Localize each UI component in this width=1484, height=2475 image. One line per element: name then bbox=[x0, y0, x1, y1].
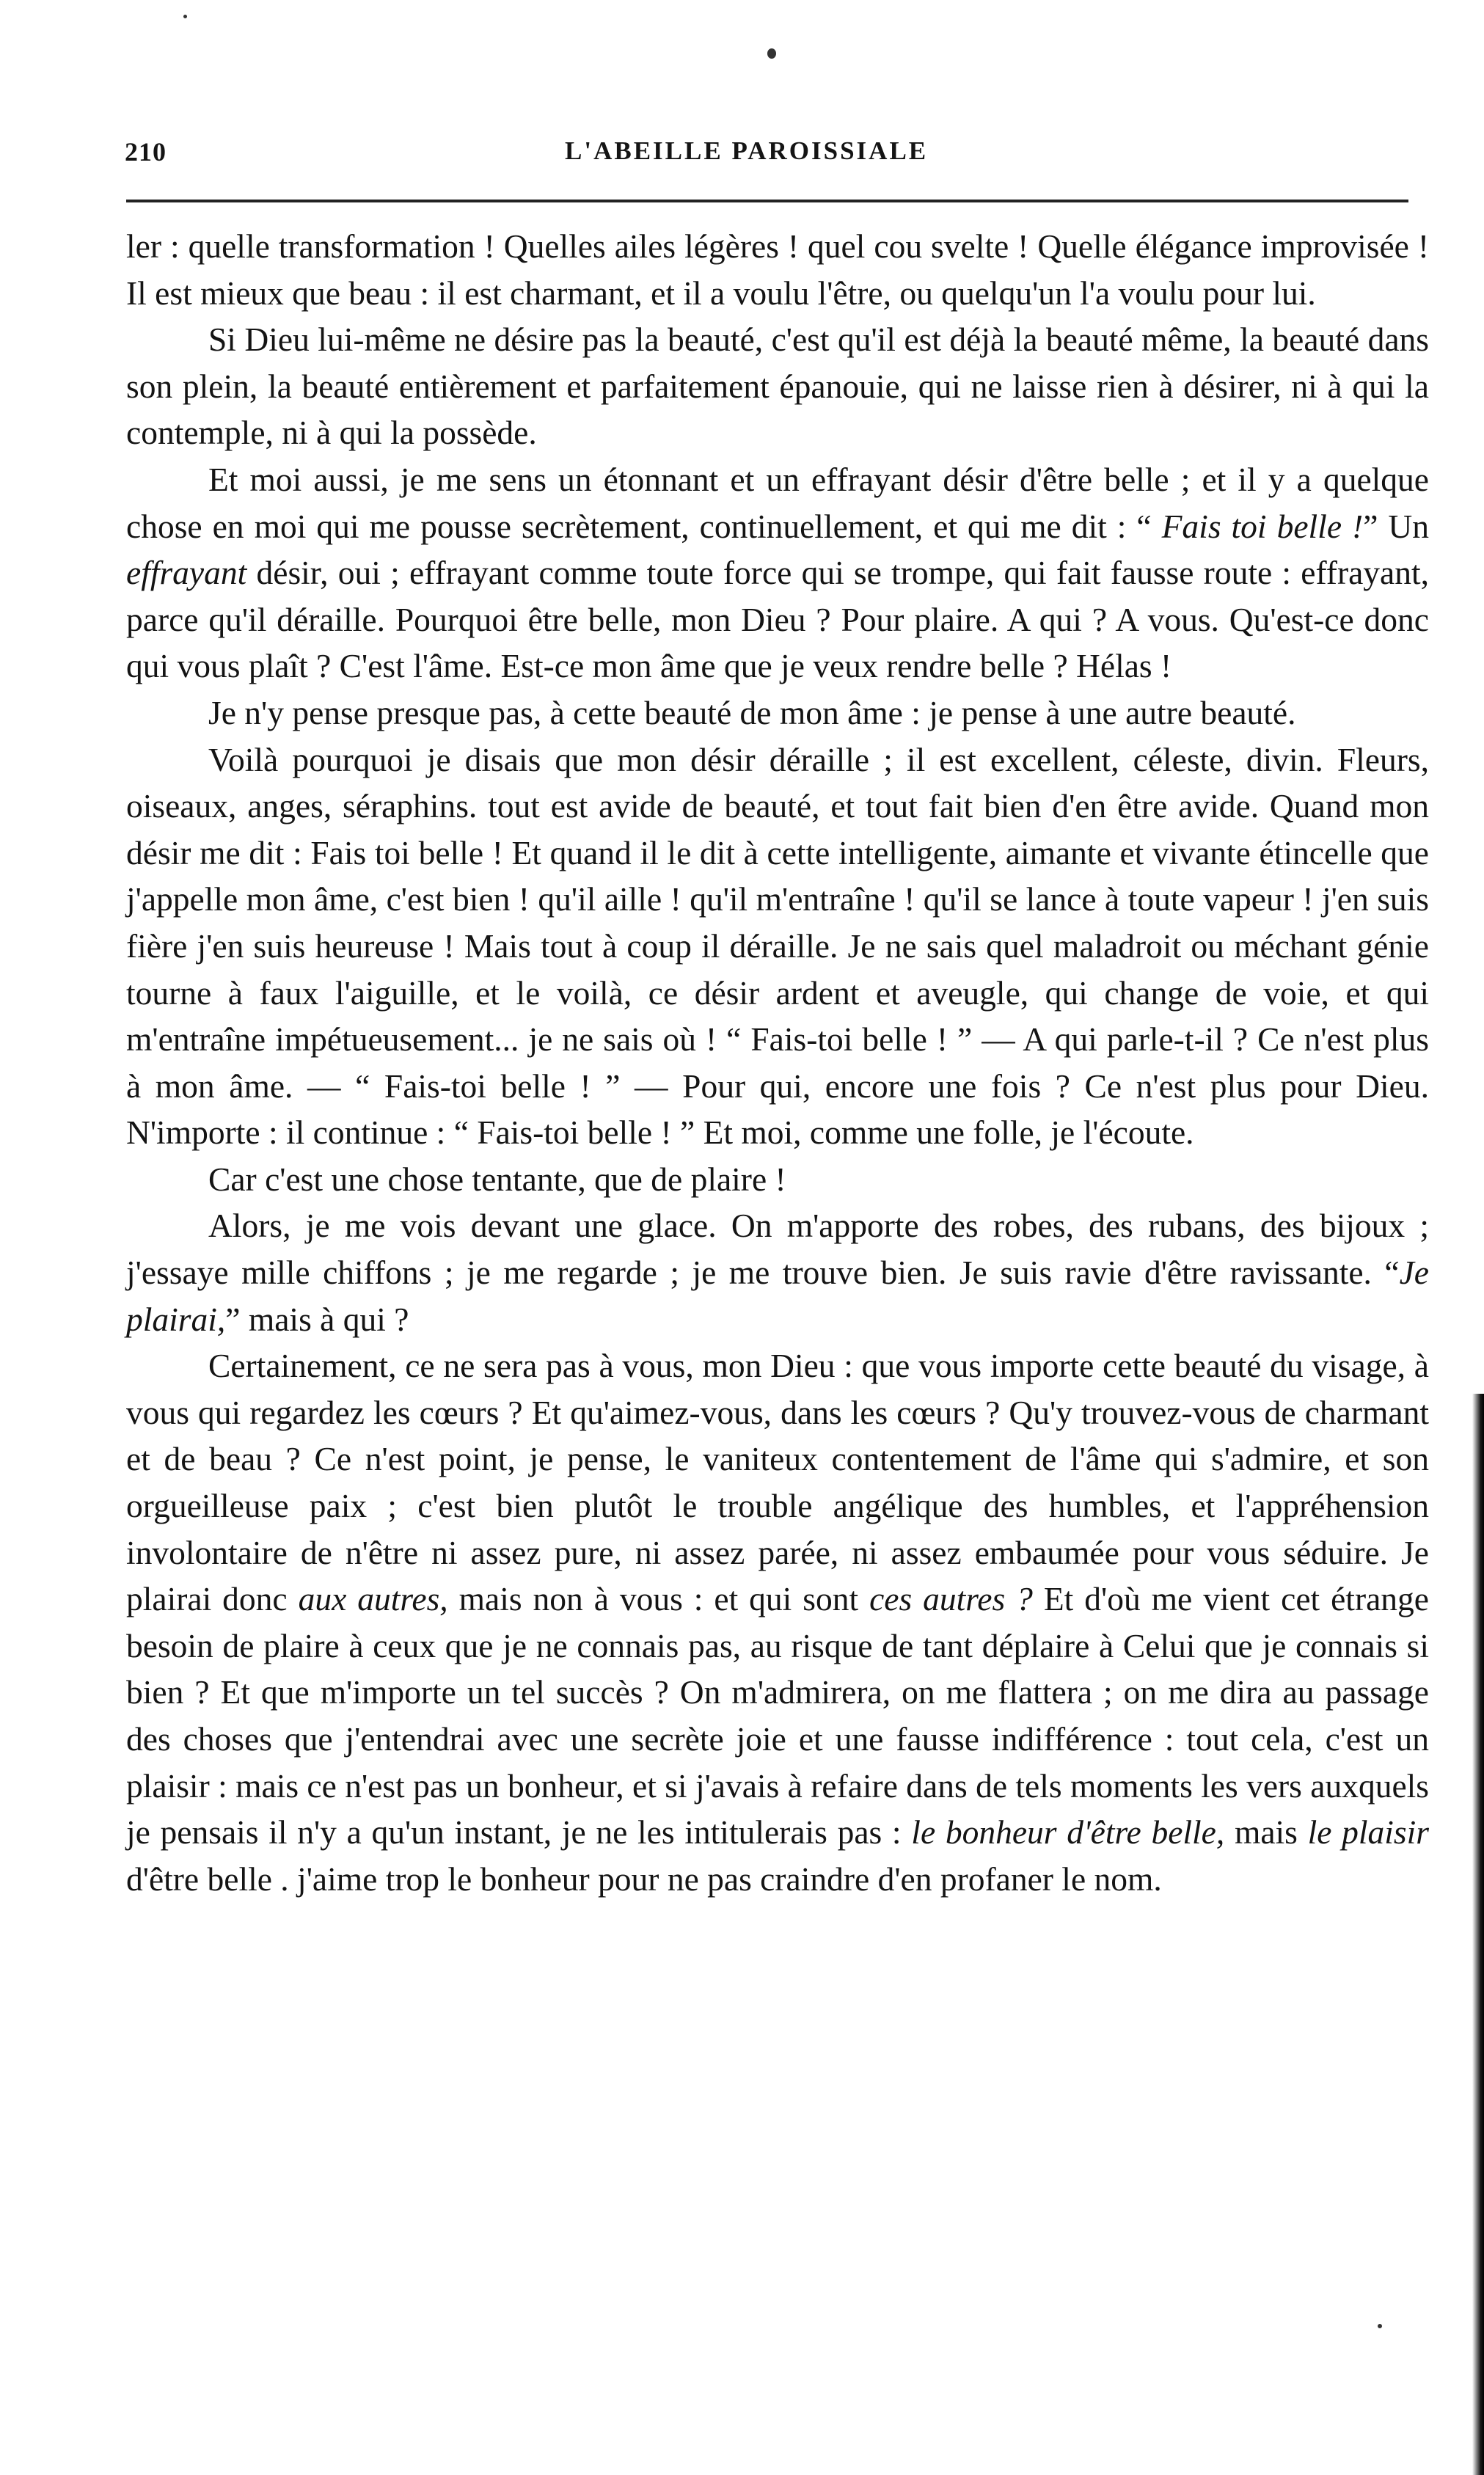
running-title: L'ABEILLE PAROISSIALE bbox=[565, 136, 929, 165]
text-run: mais non à vous : et qui sont bbox=[447, 1580, 870, 1618]
ink-speck bbox=[767, 48, 776, 59]
ink-speck bbox=[1378, 2324, 1382, 2328]
text-run: Je n'y pense presque pas, à cette beauté de mon âme : je pense à une autre beauté. bbox=[208, 693, 1296, 731]
paragraph bbox=[126, 456, 1429, 690]
header-rule bbox=[126, 200, 1408, 202]
text-run: Car c'est une chose tentante, que de plaire ! bbox=[208, 1160, 786, 1198]
paragraph bbox=[126, 223, 1429, 316]
text-run: Certainement, ce ne sera pas à vous, mon Dieu : que vous importe cette beauté du visage, à vous qui regardez les cœurs ? Et qu'aimez-vous, dans les cœurs ? Qu'y trouvez-vous de charmant et de beau ? Ce n'est point, je pense, le vaniteux contentement de l'âme qui s'admire, et son orgueilleuse paix ; c'est bien plutôt le trouble angélique des humbles, et l'appréhension involontaire de n'être ni assez pure, ni assez parée, ni assez embaumée pour vous séduire. Je plairai donc bbox=[126, 1347, 1429, 1618]
paragraph bbox=[126, 1342, 1429, 1902]
text-run: Et moi aussi, je me sens un étonnant et un effrayant désir d'être belle ; et il y a quelque chose en moi qui me pousse secrètement, continuellement, et qui me dit : “ bbox=[126, 460, 1429, 545]
italic-text: ces autres ? bbox=[869, 1580, 1033, 1618]
ink-speck bbox=[183, 15, 187, 18]
italic-text: Fais toi belle ! bbox=[1161, 507, 1364, 545]
text-run: d'être belle . j'aime trop le bonheur pour ne pas craindre d'en profaner le nom. bbox=[126, 1860, 1162, 1898]
italic-text: Je plairai, bbox=[126, 1254, 1429, 1338]
text-run: Alors, je me vois devant une glace. On m'apporte des robes, des rubans, des bijoux ; j'essaye mille chiffons ; je me regarde ; je me trouve bien. Je suis ravie d'être ravissante. “ bbox=[126, 1207, 1429, 1292]
text-run: Et d'où me vient cet étrange besoin de plaire à ceux que je ne connais pas, au risque de tant déplaire à Celui que je connais si bien ? Et que m'importe un tel succès ? On m'admirera, on me flattera ; on me dira au passage des choses que j'entendrai avec une secrète joie et une fausse indifférence : tout cela, c'est un plaisir : mais ce n'est pas un bonheur, et si j'avais à refaire dans de tels moments les vers auxquels je pensais il n'y a qu'un instant, je ne les intitulerais pas : bbox=[126, 1580, 1429, 1851]
italic-text: le bonheur d'être belle, bbox=[911, 1813, 1225, 1851]
text-run: Voilà pourquoi je disais que mon désir déraille ; il est excellent, céleste, divin. Fleurs, oiseaux, anges, séraphins. tout est avide de beauté, et tout fait bien d'en être avide. Quand mon désir me dit : Fais toi belle ! Et quand il le dit à cette intelligente, aimante et vivante étincelle que j'appelle mon âme, c'est bien ! qu'il aille ! qu'il m'entraîne ! qu'il se lance à toute vapeur ! j'en suis fière j'en suis heureuse ! Mais tout à coup il déraille. Je ne sais quel maladroit ou méchant génie tourne à faux l'aiguille, et le voilà, ce désir ardent et aveugle, qui change de voie, et qui m'entraîne impétueusement... je ne sais où ! “ Fais-toi belle ! ” — A qui parle-t-il ? Ce n'est plus à mon âme. — “ Fais-toi belle ! ” — Pour qui, encore une fois ? Ce n'est plus pour Dieu. N'importe : il continue : “ Fais-toi belle ! ” Et moi, comme une folle, je l'écoute. bbox=[126, 740, 1429, 1152]
paragraph bbox=[126, 690, 1429, 736]
text-run: ” Un bbox=[1363, 507, 1430, 545]
italic-text: le plaisir bbox=[1307, 1813, 1429, 1851]
text-run: Si Dieu lui-même ne désire pas la beauté, c'est qu'il est déjà la beauté même, la beauté dans son plein, la beauté entièrement et parfaitement épanouie, qui ne laisse rien à désirer, ni à qui la contemple, ni à qui la possède. bbox=[126, 321, 1429, 452]
paragraph bbox=[126, 1202, 1429, 1342]
text-run: ler : quelle transformation ! Quelles ailes légères ! quel cou svelte ! Quelle élégance improvisée ! Il est mieux que beau : il est charmant, et il a voulu l'être, ou quelqu'un l'a voulu pour lui. bbox=[126, 227, 1429, 312]
text-run: mais bbox=[1224, 1813, 1308, 1851]
text-run: ” mais à qui ? bbox=[225, 1300, 409, 1338]
italic-text: aux autres, bbox=[298, 1580, 448, 1618]
page-header bbox=[125, 136, 1408, 180]
page-number: 210 bbox=[125, 137, 167, 167]
paragraph bbox=[126, 736, 1429, 1156]
italic-text: effrayant bbox=[126, 554, 247, 592]
body-text bbox=[126, 223, 1429, 1902]
page-edge-shadow bbox=[1472, 1394, 1484, 2475]
paragraph bbox=[126, 1156, 1429, 1203]
paragraph bbox=[126, 316, 1429, 456]
text-run: désir, oui ; effrayant comme toute force qui se trompe, qui fait fausse route : effrayant, parce qu'il déraille. Pourquoi être belle, mon Dieu ? Pour plaire. A qui ? A vous. Qu'est-ce donc qui vous plaît ? C'est l'âme. Est-ce mon âme que je veux rendre belle ? Hélas ! bbox=[126, 554, 1429, 685]
